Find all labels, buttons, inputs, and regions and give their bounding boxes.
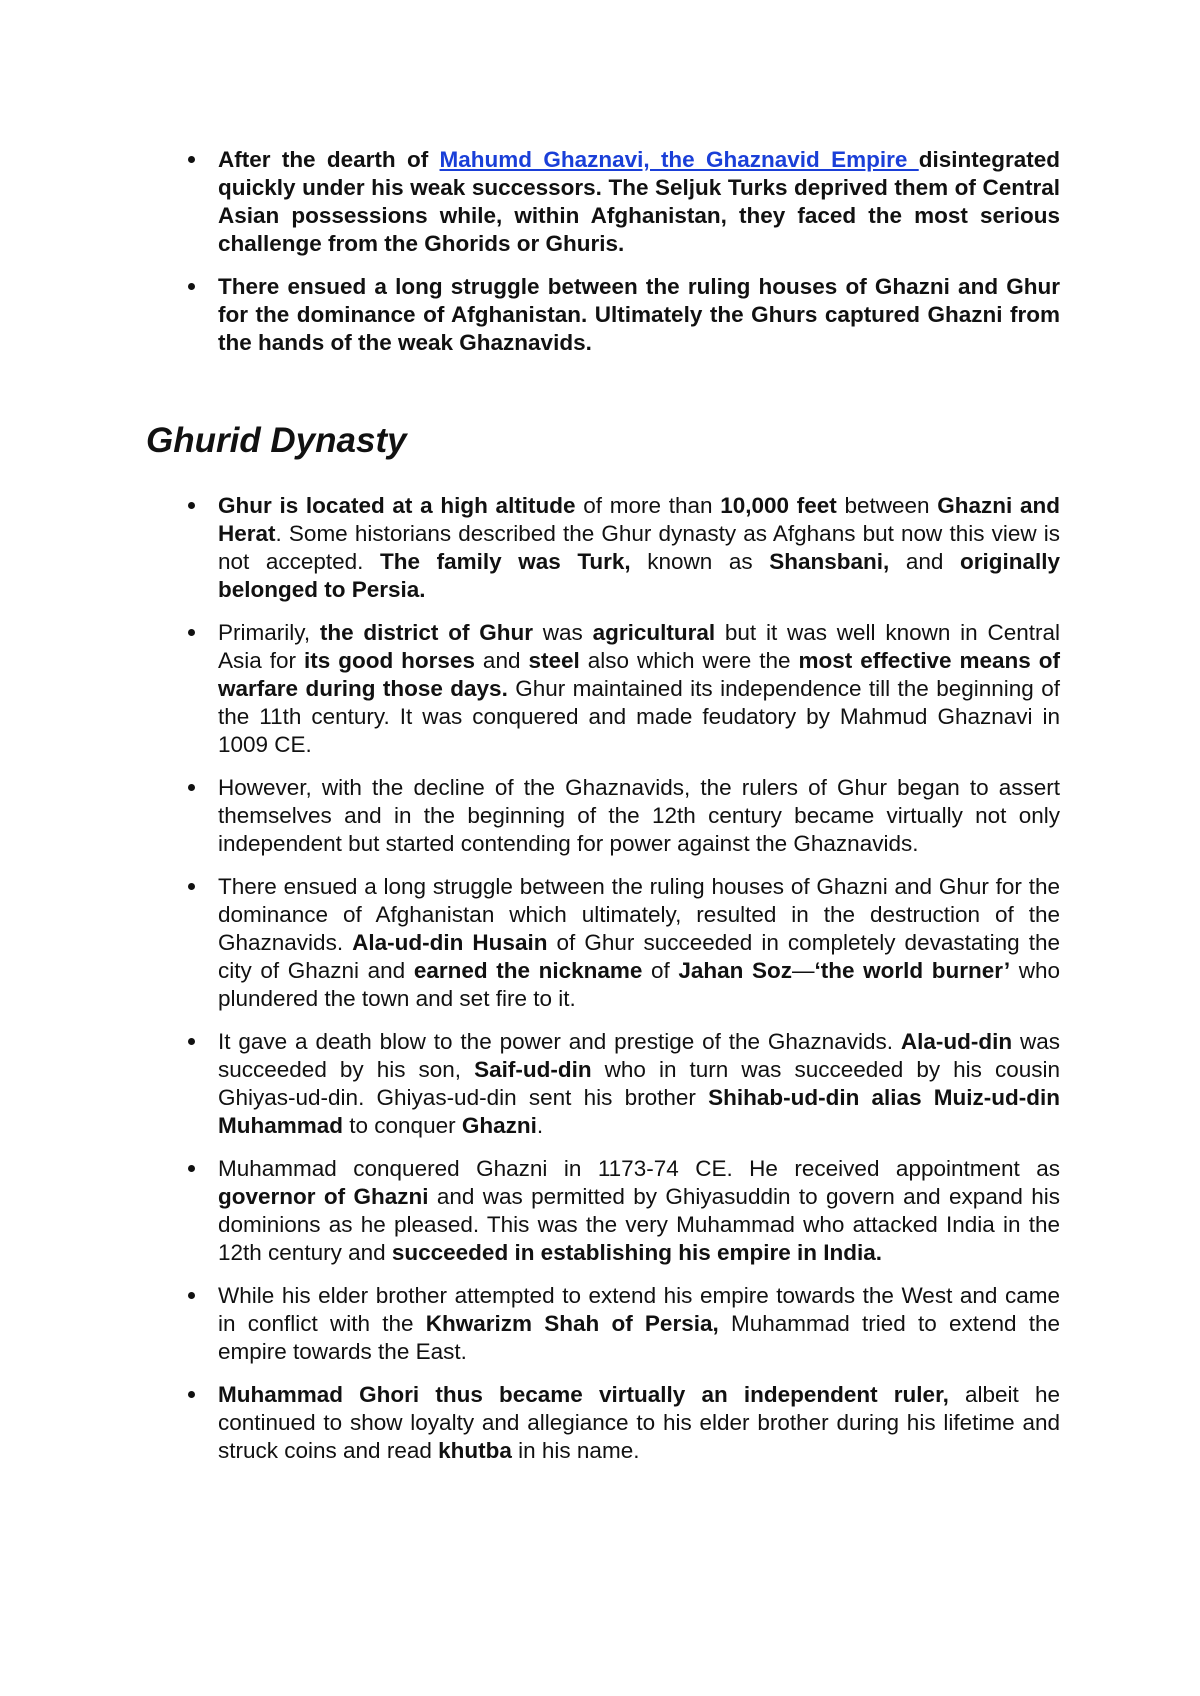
ghaznavid-empire-link[interactable]: Mahumd Ghaznavi, the Ghaznavid Empire [439,147,919,172]
list-item: There ensued a long struggle between the ruling houses of Ghazni and Ghur for the dominance of Afghanistan which ultimately, resulted in the destruction of the Ghaznavids. Ala-ud-din Husain of Ghur succeeded in completely devastating the city of Ghazni and earned the nickname of Jahan Soz—‘the world burner’ who plundered the town and set fire to it. [218,873,1060,1013]
list-item: While his elder brother attempted to extend his empire towards the West and came in conflict with the Khwarizm Shah of Persia, Muhammad tried to extend the empire towards the East. [218,1282,1060,1366]
list-item: There ensued a long struggle between the ruling houses of Ghazni and Ghur for the dominance of Afghanistan. Ultimately the Ghurs captured Ghazni from the hands of the weak Ghaznavids. [218,273,1060,357]
list-item: It gave a death blow to the power and prestige of the Ghaznavids. Ala-ud-din was succeeded by his son, Saif-ud-din who in turn was succeeded by his cousin Ghiyas-ud-din. Ghiyas-ud-din sent his brother Shihab-ud-din alias Muiz-ud-din Muhammad to conquer Ghazni. [218,1028,1060,1140]
bullet-icon [188,883,195,890]
list-item: Muhammad conquered Ghazni in 1173-74 CE. He received appointment as governor of Ghazni and was permitted by Ghiyasuddin to govern and expand his dominions as he pleased. This was the very Muhammad who attacked India in the 12th century and succeeded in establishing his empire in India. [218,1155,1060,1267]
bullet-icon [188,629,195,636]
bullet-icon [188,784,195,791]
ghurid-bullet-list [218,492,1060,1480]
list-item: Primarily, the district of Ghur was agricultural but it was well known in Central Asia for its good horses and steel also which were the most effective means of warfare during those days. Ghur maintained its independence till the beginning of the 11th century. It was conquered and made feudatory by Mahmud Ghaznavi in 1009 CE. [218,619,1060,759]
bullet-icon [188,1165,195,1172]
list-item: After the dearth of Mahumd Ghaznavi, the Ghaznavid Empire disintegrated quickly under his weak successors. The Seljuk Turks deprived them of Central Asian possessions while, within Afghanistan, they faced the most serious challenge from the Ghorids or Ghuris. [218,146,1060,258]
list-item: Muhammad Ghori thus became virtually an independent ruler, albeit he continued to show loyalty and allegiance to his elder brother during his lifetime and struck coins and read khutba in his name. [218,1381,1060,1465]
bullet-icon [188,283,195,290]
intro-bullet-list [218,146,1060,372]
list-item: Ghur is located at a high altitude of more than 10,000 feet between Ghazni and Herat. Some historians described the Ghur dynasty as Afghans but now this view is not accepted. The family was Turk, known as Shansbani, and originally belonged to Persia. [218,492,1060,604]
bullet-icon [188,156,195,163]
list-item: However, with the decline of the Ghaznavids, the rulers of Ghur began to assert themselves and in the beginning of the 12th century became virtually not only independent but started contending for power against the Ghaznavids. [218,774,1060,858]
bullet-icon [188,1391,195,1398]
bullet-icon [188,1292,195,1299]
bullet-icon [188,502,195,509]
section-heading: Ghurid Dynasty [146,421,407,460]
bullet-icon [188,1038,195,1045]
